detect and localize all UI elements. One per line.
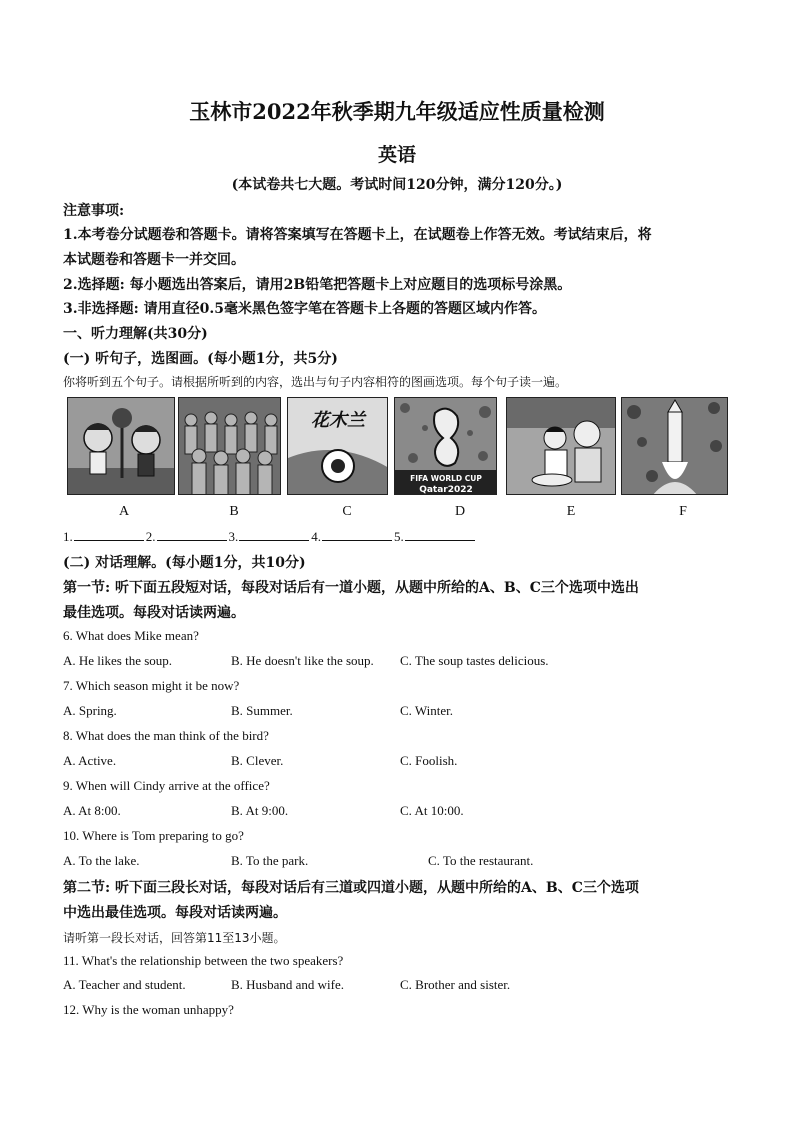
option-b: B. Clever. (231, 753, 284, 768)
answer-blank[interactable] (74, 528, 144, 541)
question-stem: 9. When will Cindy arrive at the office? (63, 778, 270, 793)
rocket-launch-icon (622, 398, 728, 495)
option-b: B. He doesn't like the soup. (231, 653, 374, 668)
children-playing-icon (68, 398, 175, 495)
blank-label: 4. (311, 529, 321, 544)
answer-blank[interactable] (322, 528, 392, 541)
notice-item-3: 3.非选择题: 请用直径0.5毫米黑色签字笔在答题卡上各题的答题区域内作答。 (63, 301, 547, 317)
blank-label: 5. (394, 529, 404, 544)
picture-a (67, 397, 175, 495)
picture-c (287, 397, 388, 495)
notice-item-1: 1.本考卷分试题卷和答题卡。请将答案填写在答题卡上，在试题卷上作答无效。考试结束后，将 (63, 227, 652, 243)
blank-label: 1. (63, 529, 73, 544)
answer-blanks (63, 528, 477, 545)
option-c: C. Winter. (400, 703, 454, 718)
option-b: B. Summer. (231, 703, 293, 718)
section2-part1-instruction: 第一节: 听下面五段短对话，每段对话后有一道小题，从题中所给的A、B、C三个选项中选出 (63, 580, 639, 596)
subject-title: 英语 (377, 144, 416, 166)
section1-instruction: 你将听到五个句子。请根据所听到的内容，选出与句子内容相符的图画选项。每个句子读一遍。 (63, 375, 568, 389)
option-a: A. Teacher and student. (63, 977, 186, 992)
notice-heading: 注意事项: (63, 203, 125, 219)
option-a: A. He likes the soup. (63, 653, 173, 668)
picture-label-f: F (679, 504, 687, 519)
answer-blank[interactable] (239, 528, 309, 541)
question-stem: 11. What's the relationship between the two speakers? (63, 953, 344, 968)
question-stem: 10. Where is Tom preparing to go? (63, 828, 244, 843)
picture-label-c: C (342, 504, 352, 519)
exam-title: 玉林市2022年秋季期九年级适应性质量检测 (189, 99, 605, 124)
option-a: A. Active. (63, 753, 117, 768)
exam-info: (本试卷共七大题。考试时间120分钟，满分120分。) (231, 177, 563, 193)
answer-blank[interactable] (405, 528, 475, 541)
section2-part2-instruction: 第二节: 听下面三段长对话，每段对话后有三道或四道小题，从题中所给的A、B、C三个选项 (63, 880, 639, 896)
blank-label: 3. (228, 529, 239, 544)
blank-label: 2. (145, 529, 156, 544)
part1-heading: 一、听力理解(共30分) (63, 326, 208, 342)
option-c: C. The soup tastes delicious. (400, 653, 549, 668)
option-a: A. To the lake. (63, 853, 140, 868)
picture-label-b: B (229, 504, 239, 519)
answer-blank[interactable] (157, 528, 227, 541)
mulan-poster-text: 花木兰 (311, 410, 365, 431)
question-stem: 12. Why is the woman unhappy? (63, 1002, 234, 1017)
picture-b (178, 397, 281, 495)
option-b: B. To the park. (231, 853, 309, 868)
picture-label-e: E (566, 504, 576, 519)
notice-item-2: 2.选择题: 每小题选出答案后，请用2B铅笔把答题卡上对应题目的选项标号涂黑。 (63, 277, 572, 293)
mulan-poster-icon (288, 398, 388, 495)
option-c: C. Brother and sister. (400, 977, 511, 992)
world-cup-logo-icon (395, 398, 497, 495)
section2-part1-instruction-cont: 最佳选项。每段对话读两遍。 (63, 605, 245, 621)
dialogue1-intro: 请听第一段长对话，回答第11至13小题。 (63, 931, 286, 945)
family-cooking-icon (507, 398, 616, 495)
world-cup-text: FIFA WORLD CUP (410, 474, 482, 483)
picture-f (621, 397, 728, 495)
question-stem: 8. What does the man think of the bird? (63, 728, 269, 743)
option-a: A. Spring. (63, 703, 117, 718)
picture-label-d: D (454, 504, 466, 519)
question-stem: 6. What does Mike mean? (63, 628, 199, 643)
terracotta-warriors-icon (179, 398, 281, 495)
option-b: B. At 9:00. (231, 803, 289, 818)
picture-e (506, 397, 616, 495)
section1-heading: (一) 听句子，选图画。(每小题1分，共5分) (63, 351, 338, 367)
question-stem: 7. Which season might it be now? (63, 678, 240, 693)
picture-d (394, 397, 497, 495)
option-c: C. At 10:00. (400, 803, 464, 818)
option-c: C. To the restaurant. (428, 853, 534, 868)
picture-label-a: A (118, 504, 130, 519)
option-a: A. At 8:00. (63, 803, 121, 818)
section2-part2-instruction-cont: 中选出最佳选项。每段对话读两遍。 (63, 905, 287, 921)
qatar-text: Qatar2022 (419, 485, 473, 495)
notice-item-1-cont: 本试题卷和答题卡一并交回。 (63, 252, 245, 268)
option-c: C. Foolish. (400, 753, 458, 768)
option-b: B. Husband and wife. (231, 977, 345, 992)
section2-heading: (二) 对话理解。(每小题1分，共10分) (63, 555, 306, 571)
